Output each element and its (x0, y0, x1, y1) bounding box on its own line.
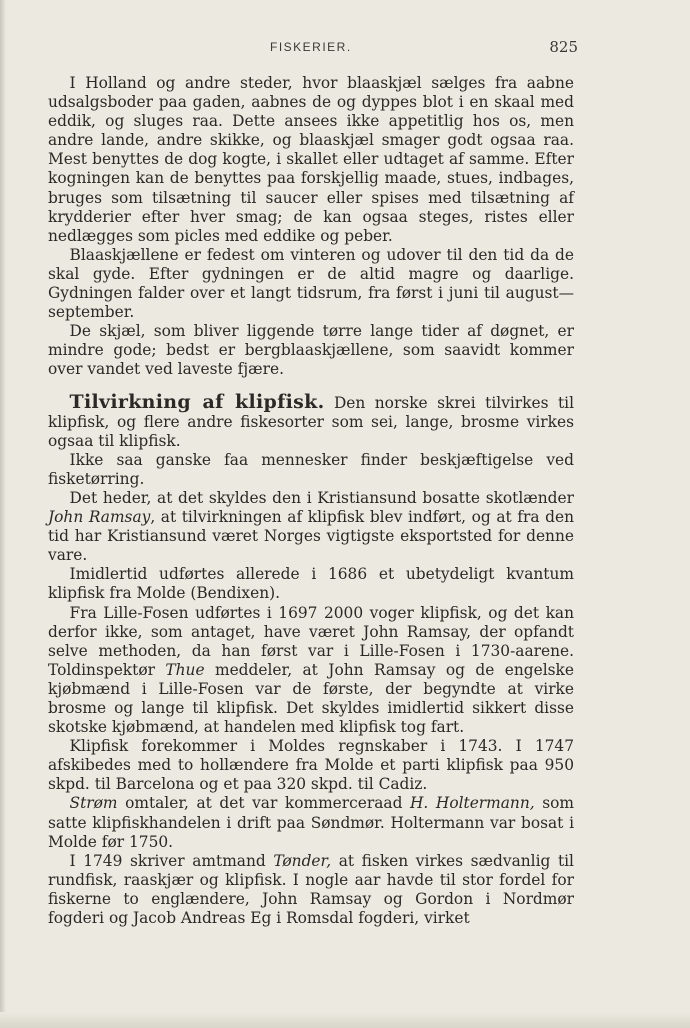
paragraph-molde-1686: Imidlertid udførtes allerede i 1686 et ubetydeligt kvantum klipfisk fra Molde (Bendixen). (48, 565, 574, 603)
paragraph-moldes-regnskaber: Klipfisk forekommer i Moldes regnskaber i 1743. I 1747 afskibedes med to hollændere fra Molde et parti klipfisk paa 950 skpd. til Barcelona og et paa 320 skpd. til Cadiz. (48, 737, 574, 794)
person-name-strom: Strøm (69, 794, 118, 813)
person-name-holtermann: H. Holtermann, (410, 794, 535, 813)
paragraph-blaaskjael-quality: De skjæl, som bliver liggende tørre lange tider af døgnet, er mindre gode; bedst er bergblaaskjællene, som saavidt kommer over vandet ved laveste fjære. (48, 322, 574, 379)
page-edge-shadow (0, 0, 6, 1028)
person-name-john-ramsay: John Ramsay (48, 508, 151, 527)
section-intro-text: Den norske skrei tilvirkes til klipfisk, og flere andre fiskesorter som sei, lange, brosme virkes ogsaa til klipfisk. (48, 393, 574, 450)
paragraph-blaaskjael-season: Blaaskjællene er fedest om vinteren og udover til den tid da de skal gyde. Efter gydningen er de altid magre og daarlige. Gydningen falder over et langt tidsrum, fra først i juni til august—september. (48, 245, 574, 322)
paragraph-fisketorring: Ikke saa ganske faa mennesker finder beskjæftigelse ved fisketørring. (48, 450, 574, 488)
person-name-thue: Thue (165, 660, 205, 679)
paragraph-blaaskjael-holland: I Holland og andre steder, hvor blaaskjæl sælges fra aabne udsalgsboder paa gaden, aabnes de og dyppes blot i en skaal med eddik, og sluges raa. Dette ansees ikke appetitlig hos os, men andre lande, andre skikke, og blaaskjæl smager godt ogsaa raa. Mest benyttes de dog kogte, i skallet eller udtaget af samme. Efter kogningen kan de benyttes paa forskjellig maade, stues, indbages, bruges som tilsætning til saucer eller spises med tilsætning af krydderier efter hver smag; de kan ogsaa steges, ristes eller nedlægges som picles med eddike og peber. (48, 74, 574, 245)
paragraph-holtermann: Strøm omtaler, at det var kommerceraad H. Holtermann, som satte klipfiskhandelen i drift paa Søndmør. Holtermann var bosat i Molde før 1750. (48, 794, 574, 851)
paragraph-lille-fosen: Fra Lille-Fosen udførtes i 1697 2000 voger klipfisk, og det kan derfor ikke, som antaget, have været John Ramsay, der opfandt selve methoden, da han først var i Lille-Fosen i 1730-aarene. Toldinspektør Thue meddeler, at John Ramsay og de engelske kjøbmænd i Lille-Fosen var de første, der begyndte at virke brosme og lange til klipfisk. Det skyldes imidlertid sikkert disse skotske kjøbmænd, at handelen med klipfisk tog fart. (48, 603, 574, 737)
running-head (20, 40, 578, 60)
body-text (48, 74, 574, 928)
running-title: FISKERIER. (270, 40, 352, 54)
person-name-tonder: Tønder, (273, 851, 332, 870)
paragraph-tonder-1749: I 1749 skriver amtmand Tønder, at fisken virkes sædvanlig til rundfisk, raaskjær og klipfisk. I nogle aar havde til stor fordel for fiskerne to englændere, John Ramsay og Gordon i Nordmør fogderi og Jacob Andreas Eg i Romsdal fogderi, virket (48, 851, 574, 928)
paragraph-ramsay: Det heder, at det skyldes den i Kristiansund bosatte skotlænder John Ramsay, at tilvirkningen af klipfisk blev indført, og at fra den tid har Kristiansund været Norges vigtigste eksportsted for denne vare. (48, 488, 574, 565)
page-number: 825 (549, 38, 578, 56)
section-heading: Tilvirkning af klipfisk. (69, 390, 325, 413)
section-klipfisk-intro (48, 390, 574, 451)
page-bottom-shadow (0, 1012, 690, 1028)
